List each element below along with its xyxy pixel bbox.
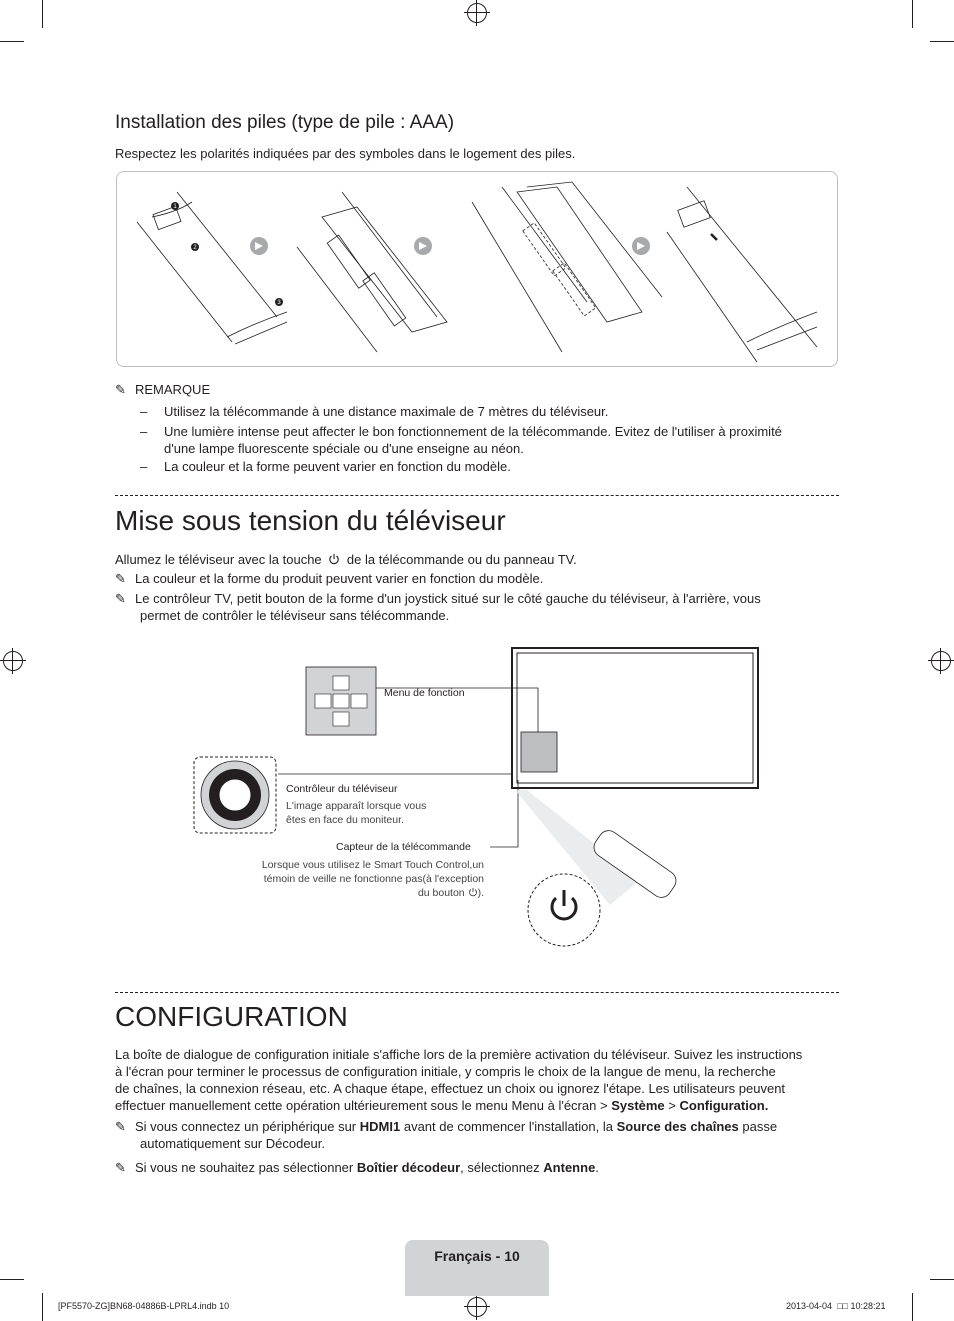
config-note: [115, 1118, 777, 1135]
config-note-hdmi: HDMI1: [359, 1119, 401, 1134]
footer-time-marker: □□: [837, 1301, 848, 1311]
crop-mark: [0, 41, 24, 42]
config-note-text: , sélectionnez: [460, 1160, 540, 1175]
battery-heading: Installation des piles (type de pile : AAA): [115, 112, 455, 133]
sensor-desc: témoin de veille ne fonctionne pas(à l'exception: [263, 873, 484, 885]
config-note-text: Si vous connectez un périphérique sur: [135, 1119, 357, 1134]
footer-timestamp: [786, 1301, 886, 1311]
crop-mark: [42, 0, 43, 28]
registration-mark: [3, 651, 23, 671]
crop-mark: [930, 1279, 954, 1280]
registration-mark: [931, 651, 951, 671]
battery-intro: Respectez les polarités indiquées par des symboles dans le logement des piles.: [115, 146, 576, 161]
config-note-text: avant de commencer l'installation, la: [403, 1119, 613, 1134]
config-note-source: Source des chaînes: [616, 1119, 739, 1134]
step-number: 2: [193, 245, 197, 251]
note-icon: ✎: [115, 382, 126, 397]
crop-mark: [912, 1293, 913, 1321]
config-para-line: [115, 1097, 768, 1114]
sensor-desc: Lorsque vous utilisez le Smart Touch Control,un: [261, 859, 484, 871]
note-icon: ✎: [115, 571, 126, 586]
power-icon: [328, 553, 340, 565]
controller-desc: L'image apparaît lorsque vous: [286, 800, 427, 812]
sensor-desc: [244, 886, 484, 900]
power-intro-before: Allumez le téléviseur avec la touche: [115, 552, 322, 567]
config-note-text: .: [595, 1160, 599, 1175]
power-intro-after: de la télécommande ou du panneau TV.: [346, 552, 577, 567]
config-para-text: effectuer manuellement cette opération ultérieurement sous le menu Menu à l'écran >: [115, 1098, 608, 1113]
controller-desc: êtes en face du moniteur.: [286, 814, 404, 826]
power-note-text: Le contrôleur TV, petit bouton de la forme d'un joystick situé sur le côté gauche du téléviseur, à l'arrière, vous: [135, 591, 761, 606]
step-number: 1: [173, 204, 177, 210]
sensor-label: Capteur de la télécommande: [336, 841, 471, 853]
note-item: Utilisez la télécommande à une distance maximale de 7 mètres du téléviseur.: [164, 404, 609, 419]
footer-file: [PF5570-ZG]BN68-04886B-LPRL4.indb 10: [58, 1301, 230, 1311]
crop-mark: [912, 0, 913, 28]
note-title: REMARQUE: [135, 382, 211, 397]
config-note: [115, 1159, 599, 1176]
power-note-text: La couleur et la forme du produit peuvent varier en fonction du modèle.: [135, 571, 544, 586]
power-intro: [115, 551, 577, 568]
config-note-antenna: Antenne: [543, 1160, 596, 1175]
config-path-sep: >: [668, 1098, 676, 1113]
battery-illustration: [116, 171, 838, 367]
config-para-line: La boîte de dialogue de configuration initiale s'affiche lors de la première activation du téléviseur. Suivez les instructions: [115, 1047, 803, 1062]
power-note: [115, 570, 543, 587]
sensor-desc-before: du bouton: [417, 887, 465, 899]
step-number: 3: [277, 300, 281, 306]
controller-label: Contrôleur du téléviseur: [286, 783, 398, 795]
crop-mark: [42, 1293, 43, 1321]
dash-icon: –: [140, 459, 148, 474]
config-note-text: passe: [742, 1119, 778, 1134]
crop-mark: [0, 1279, 24, 1280]
section-divider: [115, 495, 839, 496]
config-para-line: à l'écran pour terminer le processus de configuration initiale, y compris le choix de la langue de menu, la recherche: [115, 1064, 776, 1079]
registration-mark: [467, 1297, 487, 1317]
power-note-cont: permet de contrôler le téléviseur sans télécommande.: [140, 608, 450, 623]
section-divider: [115, 992, 839, 993]
note-icon: ✎: [115, 591, 126, 606]
note-heading: [115, 381, 210, 398]
config-path-system: Système: [611, 1098, 665, 1113]
note-icon: ✎: [115, 1160, 126, 1175]
crop-mark: [930, 41, 954, 42]
registration-mark: [467, 3, 487, 23]
config-note-decoder: Boîtier décodeur: [356, 1160, 461, 1175]
page-number: Français - 10: [434, 1248, 520, 1264]
config-heading: CONFIGURATION: [115, 1001, 348, 1032]
footer-time: 10:28:21: [850, 1301, 886, 1311]
footer-date: 2013-04-04: [786, 1301, 833, 1311]
menu-label: Menu de fonction: [384, 687, 465, 699]
note-item-cont: d'une lampe fluorescente spéciale ou d'une enseigne au néon.: [164, 441, 524, 456]
config-note-text: Si vous ne souhaitez pas sélectionner: [135, 1160, 354, 1175]
sensor-desc-after: ).: [477, 887, 484, 899]
power-icon: [468, 887, 478, 897]
tv-controller-diagram: [190, 640, 770, 950]
dash-icon: –: [140, 424, 148, 439]
note-item: Une lumière intense peut affecter le bon fonctionnement de la télécommande. Evitez de l'utiliser à proximité: [164, 424, 782, 439]
note-item: La couleur et la forme peuvent varier en fonction du modèle.: [164, 459, 511, 474]
power-note: [115, 590, 761, 607]
config-para-line: de chaînes, la connexion réseau, etc. A chaque étape, effectuez un choix ou ignorez l'étape. Les utilisateurs peuvent: [115, 1081, 786, 1096]
config-path-configuration: Configuration.: [679, 1098, 769, 1113]
power-heading: Mise sous tension du téléviseur: [115, 505, 506, 536]
page-tab: [405, 1240, 549, 1296]
config-note-cont: automatiquement sur Décodeur.: [140, 1136, 325, 1151]
dash-icon: –: [140, 404, 148, 419]
note-icon: ✎: [115, 1119, 126, 1134]
